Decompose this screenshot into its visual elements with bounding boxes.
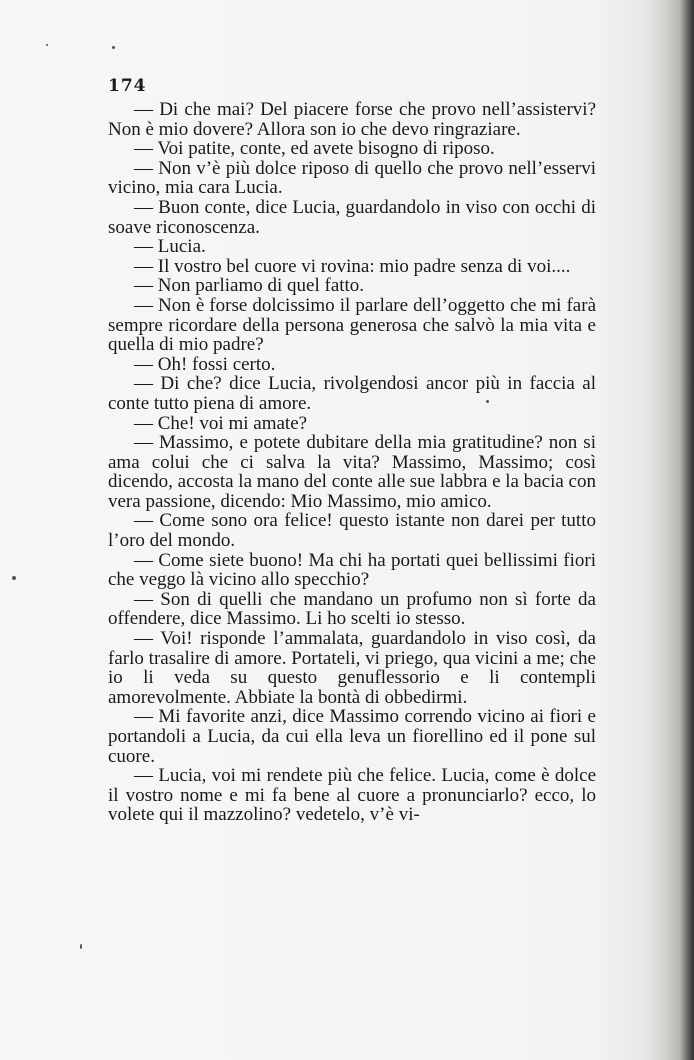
paragraph: — Non v’è più dolce riposo di quello che provo nell’esservi vicino, mia cara Lucia. (108, 157, 596, 199)
paragraph: — Voi! risponde l’ammalata, guardandolo in viso così, da farlo trasalire di amore. Portateli, vi priego, qua vicini a me; che io li veda su questo genuflessorio e li contempli amorevolmente. Abbiate la bontà di obbedirmi. (108, 628, 596, 708)
ink-speck (12, 576, 16, 580)
paragraph: — Di che? dice Lucia, rivolgendosi ancor più in faccia al conte tutto piena di amore. (108, 373, 596, 414)
ink-speck (112, 46, 115, 49)
paragraph: — Il vostro bel cuore vi rovina: mio padre senza di voi.... (134, 255, 571, 277)
paragraph: — Massimo, e potete dubitare della mia gratitudine? non si ama colui che ci salva la vita? Massimo, Massimo; così dicendo, accosta la mano del conte alle sue labbra e la bacia con vera passione, dicendo: Mio Massimo, mio amico. (108, 432, 596, 512)
paragraph: — Buon conte, dice Lucia, guardandolo in viso con occhi di soave riconoscenza. (108, 196, 596, 238)
paragraph: — Di che mai? Del piacere forse che provo nell’assistervi? Non è mio dovere? Allora son io che devo ringraziare. (108, 99, 596, 140)
paragraph: — Mi favorite anzi, dice Massimo correndo vicino ai fiori e portandoli a Lucia, da cui ella leva un fiorellino ed il pone sul cuore. (108, 706, 596, 767)
paragraph: — Non parliamo di quel fatto. (134, 275, 365, 297)
paragraph: — Non è forse dolcissimo il parlare dell’oggetto che mi farà sempre ricordare della persona generosa che salvò la mia vita e quella di mio padre? (108, 294, 596, 356)
paragraph: — Come siete buono! Ma chi ha portati quei bellissimi fiori che veggo là vicino allo specchio? (108, 549, 596, 591)
paragraph: — Lucia. (134, 236, 206, 258)
body-text (108, 100, 596, 825)
paragraph: — Son di quelli che mandano un profumo non sì forte da offendere, dice Massimo. Li ho scelti io stesso. (108, 588, 596, 630)
paragraph: — Oh! fossi certo. (134, 353, 276, 375)
page-edge-shadow (680, 0, 694, 1060)
paragraph: — Come sono ora felice! questo istante non darei per tutto l’oro del mondo. (108, 510, 596, 552)
ink-speck (80, 944, 82, 949)
paragraph: — Voi patite, conte, ed avete bisogno di riposo. (134, 138, 495, 160)
page-number: 174 (108, 76, 147, 96)
paragraph: — Lucia, voi mi rendete più che felice. Lucia, come è dolce il vostro nome e mi fa bene al cuore a pronunciarlo? ecco, lo volete qui il mazzolino? vedetelo, v’è vi- (108, 765, 596, 826)
paragraph: — Che! voi mi amate? (134, 412, 308, 434)
ink-speck (46, 44, 48, 46)
